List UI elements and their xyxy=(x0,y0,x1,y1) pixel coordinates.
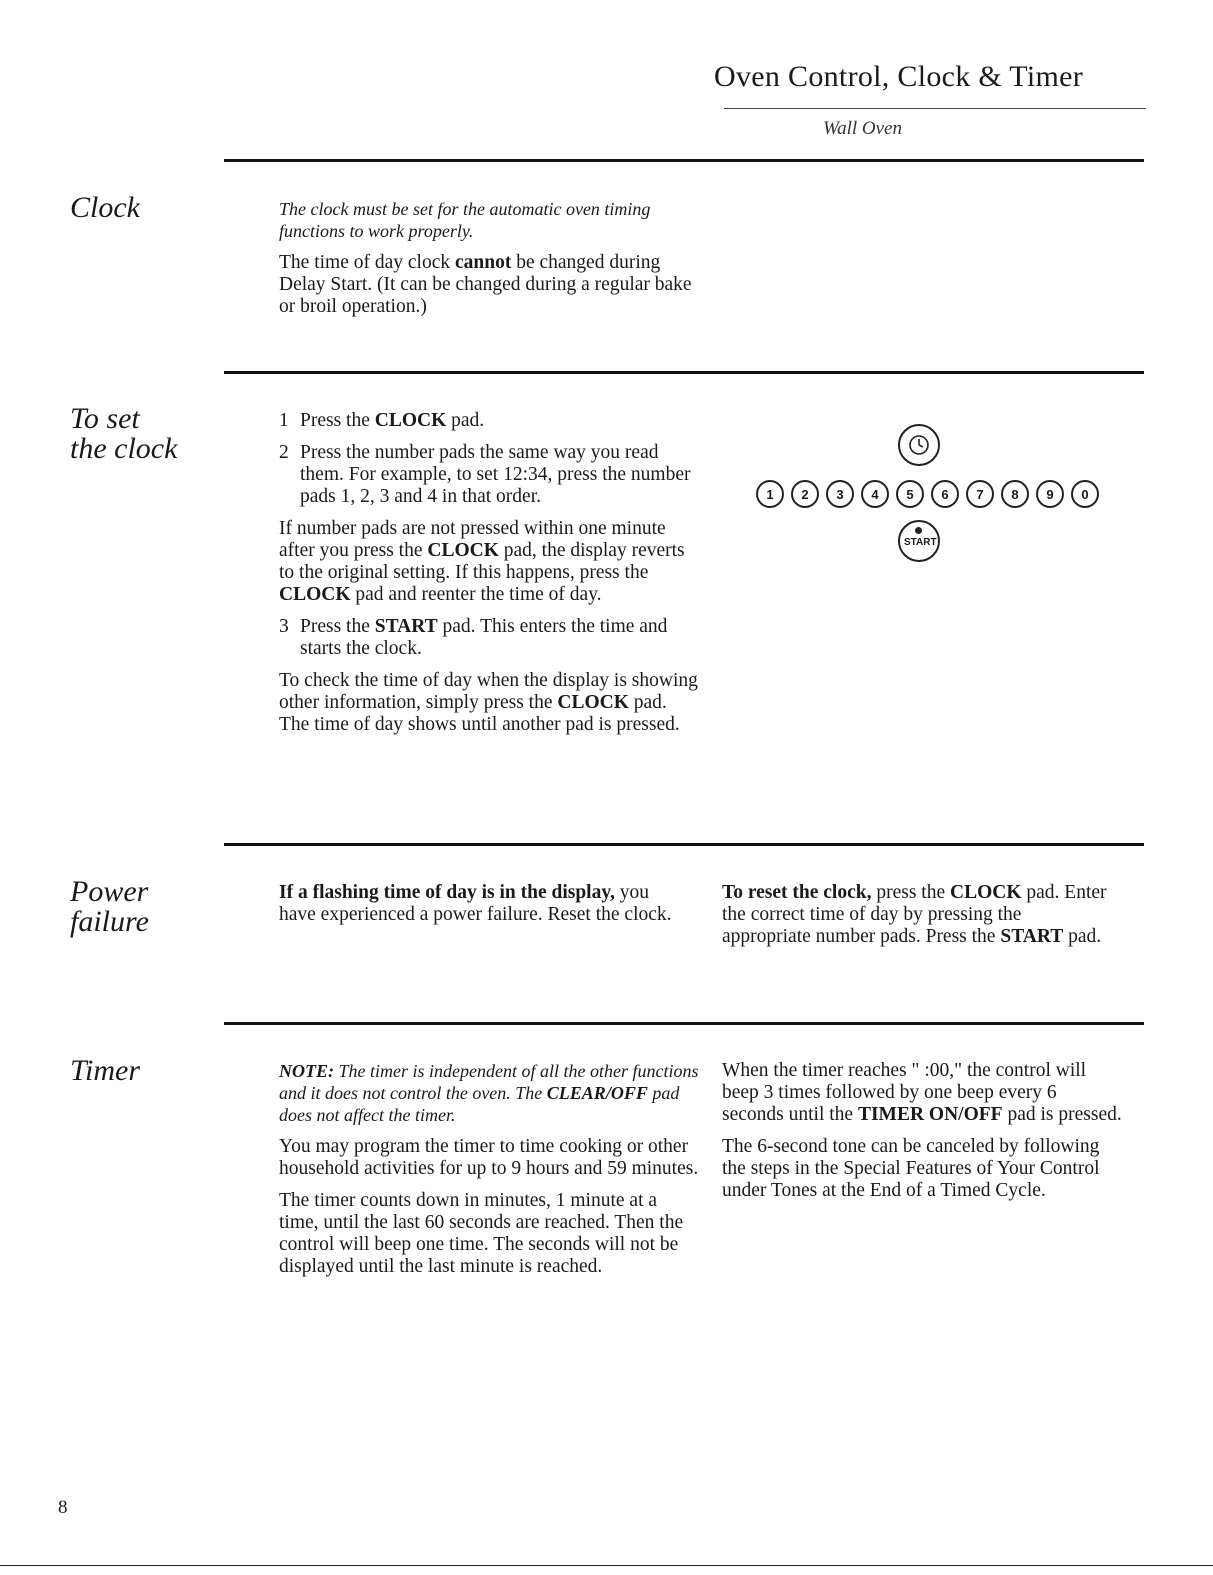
section-divider xyxy=(224,1022,1144,1025)
check-time-paragraph: To check the time of day when the display is showing other information, simply press the CLOCK pad. The time of day shows until another pad is pressed. xyxy=(279,670,698,735)
step-3: 3 Press the START pad. This enters the time and starts the clock. xyxy=(279,616,668,659)
page-subtitle: Wall Oven xyxy=(823,118,902,139)
number-pad-6: 6 xyxy=(931,480,959,508)
timer-note: NOTE: The timer is independent of all the other functions and it does not control the oven. The CLEAR/OFF pad does not affect the timer. xyxy=(279,1061,699,1125)
power-left-text: If a flashing time of day is in the display, you have experienced a power failure. Reset the clock. xyxy=(279,882,672,925)
step-2: 2 Press the number pads the same way you read them. For example, to set 12:34, press the number pads 1, 2, 3 and 4 in that order. xyxy=(279,442,691,507)
number-pad-0: 0 xyxy=(1071,480,1099,508)
bottom-rule xyxy=(0,1565,1213,1566)
clock-icon xyxy=(900,426,938,464)
number-pad-3: 3 xyxy=(826,480,854,508)
timer-paragraph-2: The timer counts down in minutes, 1 minute at a time, until the last 60 seconds are reached. Then the control will beep one time. The seconds will not be displayed until the last minute is reached. xyxy=(279,1190,684,1277)
section-heading-power-failure: Power failure xyxy=(70,875,149,938)
number-pad-5: 5 xyxy=(896,480,924,508)
set-clock-paragraph: If number pads are not pressed within one minute after you press the CLOCK pad, the display reverts to the original setting. If this happens, press the CLOCK pad and reenter the time of day. xyxy=(279,518,685,605)
step-1: 1 Press the CLOCK pad. xyxy=(279,410,485,431)
number-pad-1: 1 xyxy=(756,480,784,508)
timer-paragraph-1: You may program the timer to time cooking or other household activities for up to 9 hours and 59 minutes. xyxy=(279,1136,699,1179)
power-right-text: To reset the clock, press the CLOCK pad. Enter the correct time of day by pressing the appropriate number pads. Press the START pad. xyxy=(722,882,1107,947)
section-divider xyxy=(224,159,1144,162)
start-pad-icon xyxy=(898,520,940,562)
page-title: Oven Control, Clock & Timer xyxy=(714,60,1083,93)
set-clock-body xyxy=(279,410,699,746)
number-pad-7: 7 xyxy=(966,480,994,508)
start-dot-icon xyxy=(915,527,922,534)
timer-paragraph-4: The 6-second tone can be canceled by following the steps in the Special Features of Your Control under Tones at the End of a Timed Cycle. xyxy=(722,1136,1100,1201)
number-pad-4: 4 xyxy=(861,480,889,508)
timer-right-text xyxy=(722,1060,1122,1212)
section-divider xyxy=(224,371,1144,374)
clock-section-body xyxy=(279,198,699,328)
start-pad-label: START xyxy=(904,537,937,548)
number-pad-9: 9 xyxy=(1036,480,1064,508)
clock-pad-icon xyxy=(898,424,940,466)
section-divider xyxy=(224,843,1144,846)
timer-left-text xyxy=(279,1060,699,1288)
header-rule xyxy=(724,108,1146,109)
clock-paragraph: The time of day clock cannot be changed during Delay Start. (It can be changed during a regular bake or broil operation.) xyxy=(279,252,692,317)
page-number: 8 xyxy=(58,1497,68,1518)
number-pad-2: 2 xyxy=(791,480,819,508)
clock-note: The clock must be set for the automatic oven timing functions to work properly. xyxy=(279,199,651,241)
timer-paragraph-3: When the timer reaches " :00," the control will beep 3 times followed by one beep every 6 seconds until the TIMER ON/OFF pad is pressed. xyxy=(722,1060,1122,1125)
number-pad-8: 8 xyxy=(1001,480,1029,508)
keypad-illustration xyxy=(750,420,1110,580)
section-heading-set-clock: To set the clock xyxy=(70,402,178,465)
section-heading-clock: Clock xyxy=(70,191,140,224)
section-heading-timer: Timer xyxy=(70,1054,141,1087)
